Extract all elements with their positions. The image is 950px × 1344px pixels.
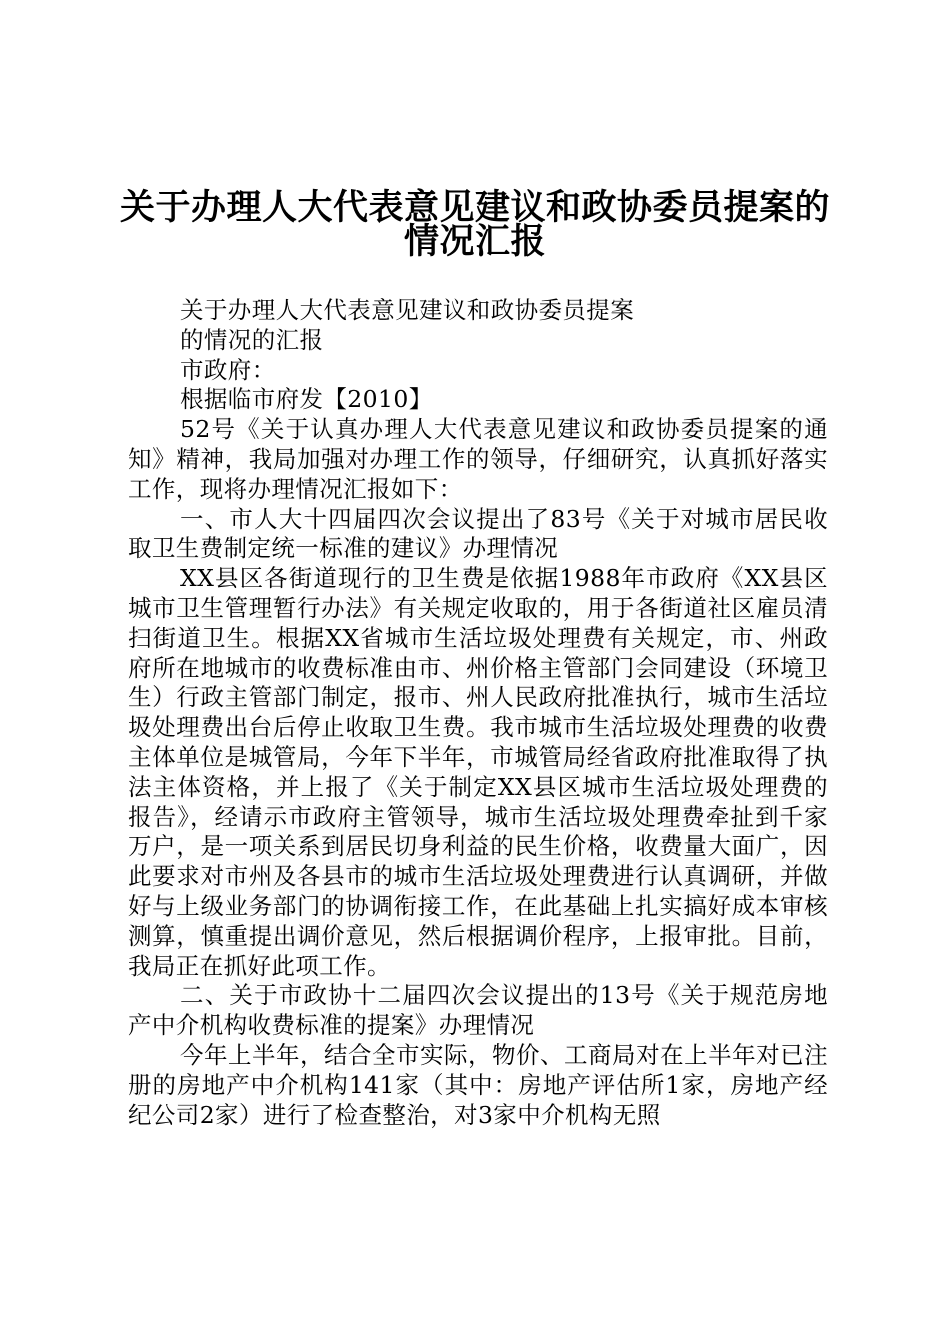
reference-line: 根据临市府发【2010】 xyxy=(180,385,433,414)
section-1-heading: 一、市人大十四届四次会议提出了83号《关于对城市居民收取卫生费制定统一标准的建议》办理情况 xyxy=(128,504,828,563)
document-title-line-1: 关于办理人大代表意见建议和政协委员提案的 xyxy=(119,188,830,228)
section-2-heading: 二、关于市政协十二届四次会议提出的13号《关于规范房地产中介机构收费标准的提案》办理情况 xyxy=(128,981,828,1040)
subtitle-line-2: 的情况的汇报 xyxy=(180,325,324,354)
document-title-line-2: 情况汇报 xyxy=(403,222,546,262)
document-body xyxy=(128,296,828,1130)
salutation: 市政府： xyxy=(180,355,276,384)
section-1-body: XX县区各街道现行的卫生费是依据1988年市政府《XX县区城市卫生管理暂行办法》有关规定收取的，用于各街道社区雇员清扫街道卫生。根据XX省城市生活垃圾处理费有关规定，市、州政府所在地城市的收费标准由市、州价格主管部门会同建设（环境卫生）行政主管部门制定，报市、州人民政府批准执行，城市生活垃圾处理费出台后停止收取卫生费。我市城市生活垃圾处理费的收费主体单位是城管局，今年下半年，市城管局经省政府批准取得了执法主体资格，并上报了《关于制定XX县区城市生活垃圾处理费的报告》，经请示市政府主管领导，城市生活垃圾处理费牵扯到千家万户，是一项关系到居民切身利益的民生价格，收费量大面广，因此要求对市州及各县市的城市生活垃圾处理费进行认真调研，并做好与上级业务部门的协调衔接工作，在此基础上扎实搞好成本审核测算，慎重提出调价意见，然后根据调价程序，上报审批。目前，我局正在抓好此项工作。 xyxy=(128,564,828,980)
section-2-body: 今年上半年，结合全市实际，物价、工商局对在上半年对已注册的房地产中介机构141家（其中：房地产评估所1家，房地产经纪公司2家）进行了检查整治，对3家中介机构无照 xyxy=(128,1040,828,1129)
subtitle-line-1: 关于办理人大代表意见建议和政协委员提案 xyxy=(180,296,635,324)
intro-paragraph: 52号《关于认真办理人大代表意见建议和政协委员提案的通知》精神，我局加强对办理工作的领导，仔细研究，认真抓好落实工作，现将办理情况汇报如下： xyxy=(128,415,828,503)
